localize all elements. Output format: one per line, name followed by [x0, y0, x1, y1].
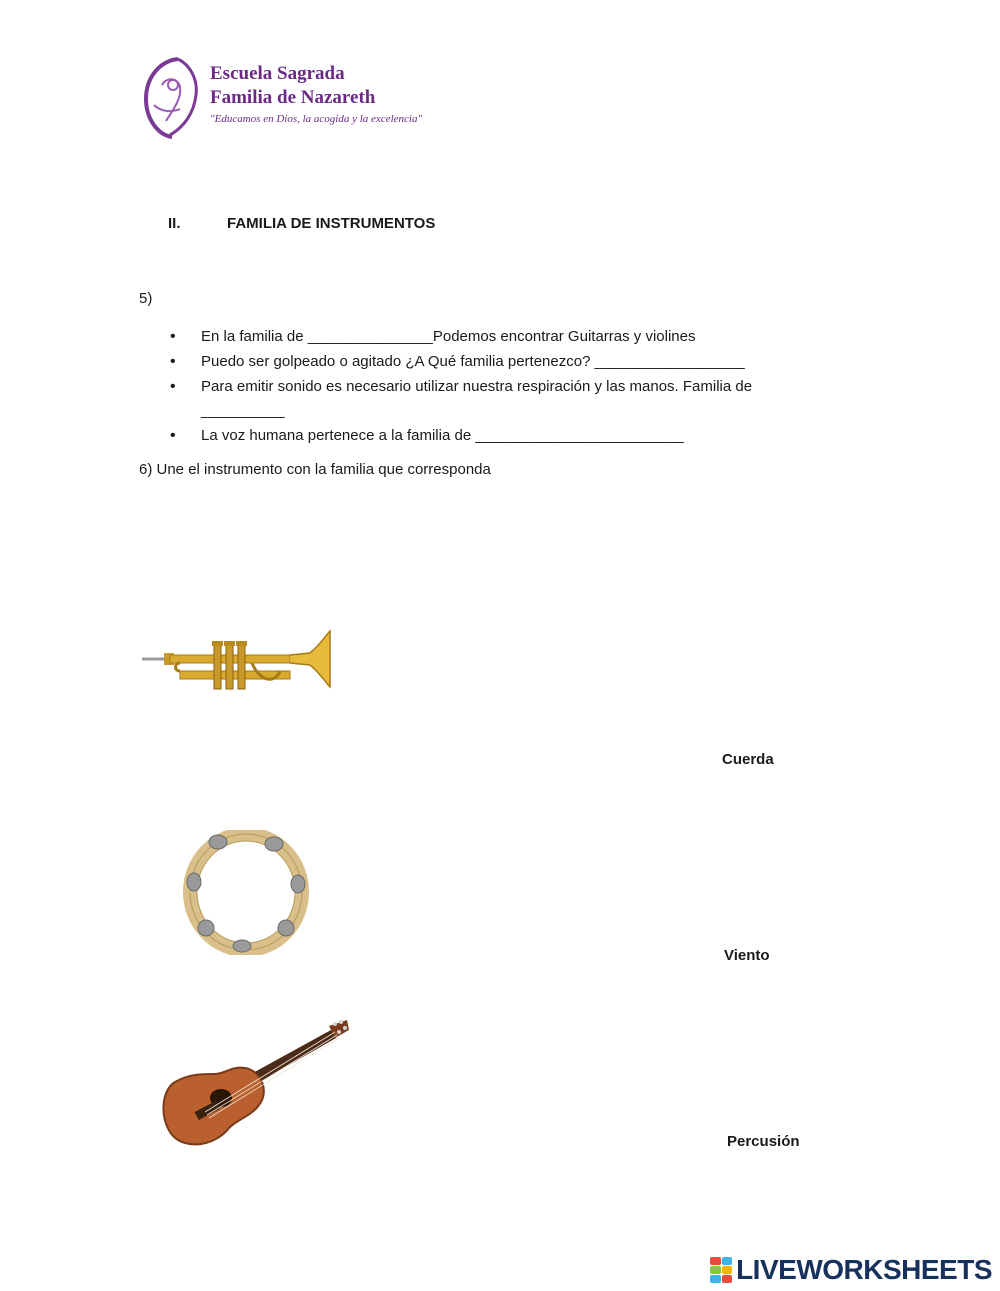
- question-5-label: 5): [139, 290, 153, 307]
- list-item: • Para emitir sonido es necesario utilizar nuestra respiración y las manos. Familia de __________: [170, 375, 820, 423]
- question-6-label: 6) Une el instrumento con la familia que corresponda: [139, 461, 491, 478]
- family-label-percusion[interactable]: Percusión: [727, 1133, 800, 1150]
- section-title: FAMILIA DE INSTRUMENTOS: [227, 215, 436, 232]
- tambourine-icon[interactable]: [182, 830, 312, 955]
- list-item: • En la familia de _______________Podemos encontrar Guitarras y violines: [170, 325, 820, 349]
- section-number: II.: [168, 215, 181, 232]
- ukulele-icon[interactable]: [155, 1018, 350, 1148]
- family-label-cuerda[interactable]: Cuerda: [722, 751, 774, 768]
- school-motto: "Educamos en Dios, la acogida y la excelencia": [210, 113, 423, 125]
- liveworksheets-logo: [710, 1254, 992, 1286]
- school-name-line2: Familia de Nazareth: [210, 87, 376, 108]
- liveworksheets-blocks-icon: [710, 1257, 732, 1283]
- question-5-list: [170, 325, 820, 449]
- trumpet-icon[interactable]: [140, 625, 335, 700]
- list-item: • Puedo ser golpeado o agitado ¿A Qué familia pertenezco? __________________: [170, 350, 820, 374]
- school-name-line1: Escuela Sagrada: [210, 63, 345, 84]
- school-emblem-icon: [140, 55, 206, 141]
- family-label-viento[interactable]: Viento: [724, 947, 770, 964]
- list-item: • La voz humana pertenece a la familia de _________________________: [170, 424, 820, 448]
- school-logo: [140, 55, 423, 145]
- liveworksheets-brand-text: LIVEWORKSHEETS: [736, 1254, 992, 1285]
